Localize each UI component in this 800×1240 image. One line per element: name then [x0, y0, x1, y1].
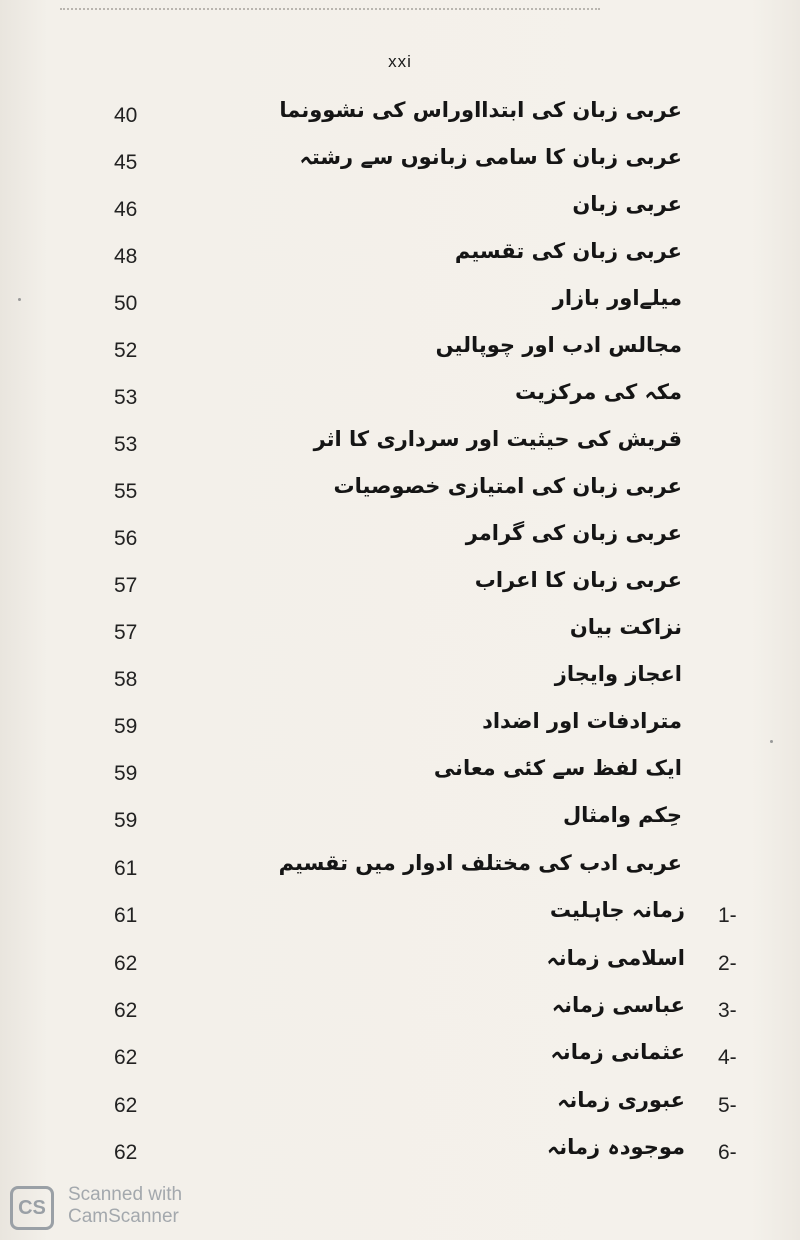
toc-page-number: 58 — [114, 668, 138, 691]
toc-page-number: 56 — [114, 527, 138, 550]
toc-title: عبوری زمانہ — [557, 1088, 685, 1112]
toc-row — [0, 660, 800, 700]
toc-title: اعجاز وایجاز — [554, 662, 682, 686]
top-edge-artifact — [60, 0, 600, 10]
toc-row — [0, 472, 800, 512]
toc-row — [0, 284, 800, 324]
toc-row — [0, 143, 800, 183]
toc-row — [0, 1086, 800, 1126]
toc-page-number: 62 — [114, 1094, 138, 1117]
toc-title: عربی زبان کا اعراب — [474, 568, 682, 592]
toc-row — [0, 754, 800, 794]
toc-page-number: 52 — [114, 339, 138, 362]
toc-title: عربی زبان کی گرامر — [465, 521, 682, 545]
toc-title: عربی ادب کی مختلف ادوار میں تقسیم — [278, 851, 682, 875]
toc-page-number: 61 — [114, 904, 138, 927]
camscanner-watermark — [10, 1182, 230, 1232]
toc-title: عربی زبان — [572, 192, 682, 216]
toc-row — [0, 613, 800, 653]
toc-row — [0, 707, 800, 747]
toc-row — [0, 991, 800, 1031]
toc-row — [0, 849, 800, 889]
watermark-line-1: Scanned with — [68, 1184, 183, 1205]
toc-item-number: 1- — [718, 904, 737, 927]
toc-page-number: 48 — [114, 245, 138, 268]
toc-title: حِکم وامثال — [562, 803, 682, 827]
toc-item-number: 5- — [718, 1094, 737, 1117]
toc-title: اسلامی زمانہ — [546, 946, 685, 970]
watermark-line-2: CamScanner — [68, 1206, 179, 1227]
toc-page-number: 61 — [114, 857, 138, 880]
toc-page-number: 62 — [114, 1046, 138, 1069]
toc-page-number: 62 — [114, 952, 138, 975]
toc-page-number: 40 — [114, 104, 138, 127]
toc-item-number: 3- — [718, 999, 737, 1022]
toc-title: عباسی زمانہ — [551, 993, 685, 1017]
toc-title: مکہ کی مرکزیت — [514, 380, 682, 404]
toc-page-number: 55 — [114, 480, 138, 503]
toc-title: موجودہ زمانہ — [546, 1135, 685, 1159]
toc-row — [0, 425, 800, 465]
toc-row — [0, 801, 800, 841]
camscanner-logo-icon: CS — [10, 1186, 54, 1230]
toc-title: عثمانی زمانہ — [550, 1040, 685, 1064]
toc-page-number: 59 — [114, 762, 138, 785]
page-number: xxi — [388, 52, 412, 71]
toc-row — [0, 944, 800, 984]
toc-title: عربی زبان کی ابتدااوراس کی نشوونما — [279, 98, 682, 122]
toc-page-number: 59 — [114, 809, 138, 832]
toc-page-number: 62 — [114, 1141, 138, 1164]
toc-title: عربی زبان کی امتیازی خصوصیات — [333, 474, 682, 498]
toc-page-number: 57 — [114, 574, 138, 597]
toc-row — [0, 896, 800, 936]
toc-page-number: 53 — [114, 386, 138, 409]
toc-row — [0, 566, 800, 606]
toc-page-number: 50 — [114, 292, 138, 315]
toc-title: نزاکت بیان — [569, 615, 682, 639]
toc-title: میلےاور بازار — [552, 286, 682, 310]
toc-item-number: 6- — [718, 1141, 737, 1164]
toc-row — [0, 519, 800, 559]
scan-speck — [18, 298, 21, 301]
toc-title: مجالس ادب اور چوپالیں — [435, 333, 682, 357]
toc-page-number: 46 — [114, 198, 138, 221]
toc-item-number: 4- — [718, 1046, 737, 1069]
toc-title: ایک لفظ سے کئی معانی — [433, 756, 682, 780]
toc-title: قریش کی حیثیت اور سرداری کا اثر — [313, 427, 682, 451]
toc-page-number: 57 — [114, 621, 138, 644]
toc-row — [0, 96, 800, 136]
toc-row — [0, 237, 800, 277]
toc-row — [0, 1133, 800, 1173]
toc-title: عربی زبان کا سامی زبانوں سے رشتہ — [299, 145, 682, 169]
toc-item-number: 2- — [718, 952, 737, 975]
toc-title: عربی زبان کی تقسیم — [454, 239, 682, 263]
toc-title: زمانہ جاہلیت — [549, 898, 685, 922]
toc-row — [0, 1038, 800, 1078]
toc-row — [0, 331, 800, 371]
toc-page-number: 59 — [114, 715, 138, 738]
toc-page-number: 45 — [114, 151, 138, 174]
toc-row — [0, 190, 800, 230]
toc-row — [0, 378, 800, 418]
toc-page-number: 62 — [114, 999, 138, 1022]
scan-speck — [770, 740, 773, 743]
toc-page-number: 53 — [114, 433, 138, 456]
toc-title: مترادفات اور اضداد — [482, 709, 682, 733]
